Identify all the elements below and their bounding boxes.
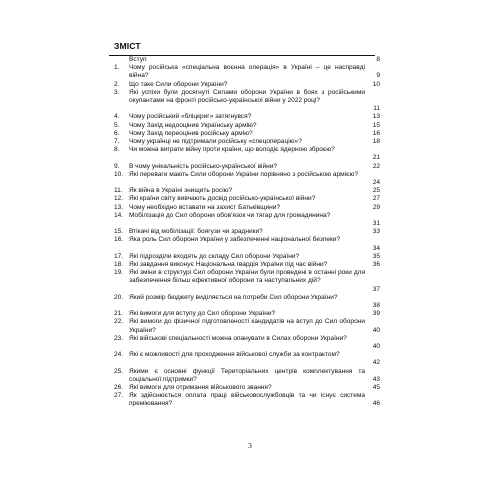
toc-entry-number: 8. (114, 146, 120, 154)
toc-entry-page: 11 (373, 105, 380, 113)
toc-entry[interactable] (114, 261, 380, 269)
toc-entry-page: 45 (372, 384, 380, 391)
toc-entry-title: Втікачі від мобілізації: боягузи чи зрадники? (129, 228, 263, 236)
toc-entry-number: 26. (114, 384, 124, 391)
toc-entry-title: Чому українці не підтримали російську «спецоперацію»? (129, 138, 302, 145)
toc-entry-title: Вступ (129, 56, 147, 63)
toc-entry[interactable] (114, 113, 380, 121)
toc-entry-page: 43 (372, 375, 380, 383)
toc-entry-page: 13 (372, 113, 380, 121)
page-number: 3 (248, 441, 252, 450)
toc-entry-number: 4. (114, 113, 120, 121)
toc-entry-page: 16 (372, 129, 380, 137)
toc-entry[interactable] (114, 89, 380, 114)
toc-entry-number: 19. (114, 269, 124, 277)
toc-entry-page: 25 (372, 187, 380, 195)
toc-entry[interactable] (114, 269, 380, 294)
toc-entry[interactable] (114, 335, 380, 351)
toc-entry-number: 13. (114, 203, 124, 211)
toc-entry-number: 21. (114, 310, 124, 318)
toc-heading: ЗМІСТ (114, 41, 141, 51)
toc-entry[interactable] (114, 204, 380, 212)
toc-entry[interactable] (114, 212, 380, 228)
toc-entry-page: 9 (376, 72, 380, 80)
toc-entry-number: 22. (114, 318, 124, 326)
toc-entry[interactable] (114, 384, 380, 392)
toc-entry-number: 16. (114, 236, 124, 244)
toc-entry-number: 3. (114, 88, 120, 96)
toc-entry-number: 12. (114, 195, 124, 203)
toc-entry-title: Які вимоги для отримання військового звання? (129, 384, 272, 391)
toc-entry[interactable] (114, 130, 380, 138)
toc-entry[interactable] (114, 163, 380, 171)
toc-entry[interactable] (114, 56, 380, 64)
toc-entry-page: 8 (376, 56, 380, 63)
toc-entry-number: 14. (114, 211, 124, 219)
toc-entry-title: Чому російська «спеціальна воєнна операція» в Україні – це насправді війна? (129, 64, 365, 80)
toc-entry-number: 27. (114, 392, 124, 400)
toc-entry[interactable] (114, 64, 380, 80)
toc-entry-page: 18 (372, 138, 380, 145)
toc-entry-number: 15. (114, 228, 124, 236)
toc-entry-number: 1. (114, 64, 120, 72)
toc-entry-page: 24 (372, 178, 380, 186)
toc-entry-title: Які зміни в структурі Сил оборони України були проведені в останні роки для забезпечення більш ефективної оборони та наступальних дій? (129, 269, 365, 285)
toc-entry-title: В чому унікальність російсько-української війни? (129, 162, 278, 170)
toc-entry-page: 33 (372, 228, 380, 236)
toc-entry[interactable] (114, 368, 380, 384)
toc-entry[interactable] (114, 195, 380, 203)
toc-entry-title: Які вимоги до фізичної підготовленості кандидатів на вступ до Сил оборони України? (129, 318, 365, 334)
toc-entry[interactable] (114, 81, 380, 89)
toc-entry-number: 18. (114, 261, 124, 268)
toc-entry-page: 38 (372, 301, 380, 309)
toc-entry-page: 31 (372, 219, 380, 227)
toc-entry-title: Який розмір бюджету виділяється на потреби Сил оборони України? (129, 293, 338, 301)
toc-entry-title: Які завдання виконує Національна гвардія України під час війни? (129, 261, 328, 268)
toc-entry-title: Які переваги мають Сили оборони України порівняно з російською армією? (129, 170, 358, 178)
toc-entry-title: Чому Захід переоцінив російську армію? (129, 129, 253, 137)
toc-entry[interactable] (114, 138, 380, 146)
toc-entry-title: Які країни світу вивчають досвід російсько-української війни? (129, 195, 316, 203)
toc-entry-page: 40 (372, 342, 380, 350)
toc-entry-number: 6. (114, 129, 120, 137)
toc-entry-number: 5. (114, 121, 120, 129)
toc-entry-page: 22 (372, 162, 380, 170)
toc-entry[interactable] (114, 122, 380, 130)
toc-entry-number: 9. (114, 162, 120, 170)
toc-entry-number: 10. (114, 170, 124, 178)
toc-entry-number: 11. (114, 187, 123, 195)
toc-entry-page: 34 (372, 244, 380, 252)
toc-entry[interactable] (114, 171, 380, 187)
toc-entry-page: 21 (372, 154, 380, 162)
toc-entry-title: Якими є основні функції Територіальних центрів комплектування та соціальної підтримки? (129, 367, 365, 383)
toc-entry-title: Як здійснюється оплата праці військовослужбовців та чи існує система преміювання? (129, 392, 365, 408)
toc-entry[interactable] (114, 318, 380, 334)
toc-entry-page: 27 (372, 195, 380, 203)
toc-entry-title: Яка роль Сил оборони України у забезпеченні національної безпеки? (129, 236, 341, 244)
toc-entry-page: 35 (372, 252, 380, 260)
toc-entry[interactable] (114, 351, 380, 367)
toc-entry-page: 42 (372, 359, 380, 367)
toc-entry-page: 39 (372, 310, 380, 318)
toc-entry-number: 23. (114, 334, 124, 342)
toc-entry-title: Які є можливості для проходження військової служби за контрактом? (129, 351, 340, 359)
toc-entry-number: 17. (114, 252, 124, 260)
toc-entry[interactable] (114, 392, 380, 408)
toc-entry-page: 37 (372, 285, 380, 293)
toc-entry-page: 10 (372, 80, 380, 88)
toc-entry-number: 25. (114, 367, 124, 375)
toc-entry[interactable] (114, 253, 380, 261)
toc-entry-page: 46 (372, 400, 380, 408)
toc-entry-title: Чому необхідно вставати на захист Батьківщини? (129, 203, 281, 211)
toc-entry[interactable] (114, 236, 380, 252)
toc-entry-title: Чому Захід недооцінив Українську армію? (129, 121, 257, 129)
toc-entry-title: Чи можна виграти війну проти країни, що володіє ядерною зброєю? (129, 146, 335, 154)
toc-entry-number: 20. (114, 293, 124, 301)
toc-entry-page: 40 (372, 326, 380, 334)
toc-entry-title: Які вимоги для вступу до Сил оборони України? (129, 310, 276, 318)
toc-entry-page: 15 (372, 121, 380, 129)
toc-entry-title: Які успіхи були досягнуті Силами оборони України в боях з російськими окупантами на фронті російсько-української війни у 2022 році? (129, 88, 365, 104)
toc-entry-number: 24. (114, 351, 124, 359)
toc-entry[interactable] (114, 294, 380, 310)
toc-entry-title: Чому російський «бліцкриг» затягнувся? (129, 113, 252, 121)
toc-entry-title: Які військові спеціальності можна опанувати в Силах оборони України? (129, 334, 347, 342)
toc-entry-title: Як війна в Україні знищить росію? (129, 187, 233, 195)
toc-entry-number: 7. (114, 138, 120, 145)
toc-entry-title: Мобілізація до Сил оборони обов'язок чи тягар для громадянина? (129, 211, 331, 219)
toc-entry-title: Які підрозділи входять до складу Сил оборони України? (129, 252, 300, 260)
toc-entry[interactable] (114, 146, 380, 162)
toc-entry-page: 29 (372, 203, 380, 211)
toc-entry-page: 36 (372, 261, 380, 268)
toc-entry-number: 2. (114, 80, 120, 88)
toc-entry-title: Що таке Сили оборони України? (129, 80, 228, 88)
